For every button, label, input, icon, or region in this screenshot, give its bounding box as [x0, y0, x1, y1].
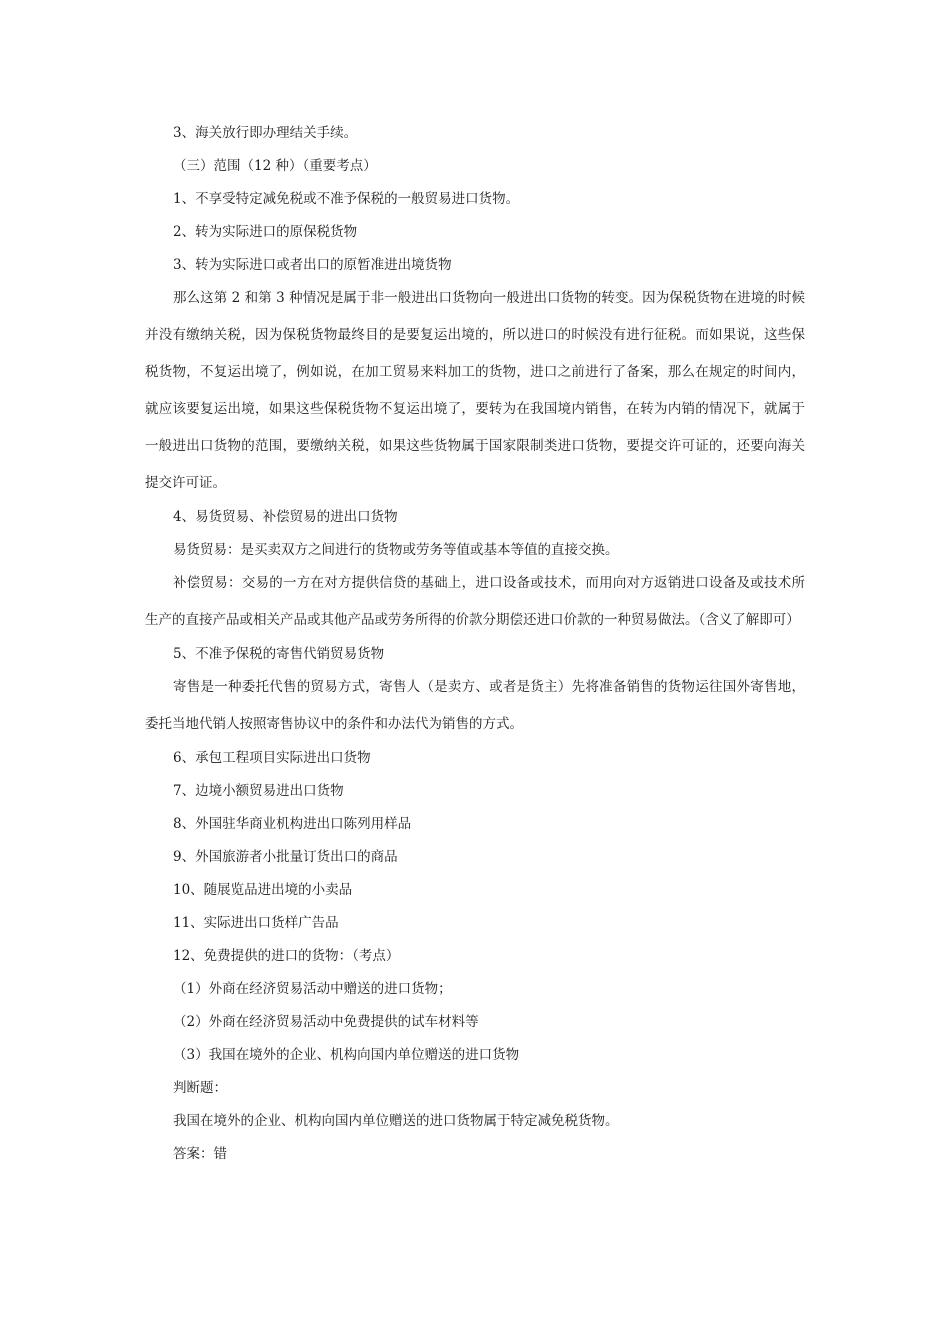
- paragraph: 补偿贸易：交易的一方在对方提供信贷的基础上，进口设备或技术，而用向对方返销进口设备及或技术所生产的直接产品或相关产品或其他产品或劳务所得的价款分期偿还进口价款的一种贸易做法。（含义了解即可）: [145, 575, 805, 628]
- document-body: [145, 124, 805, 1178]
- list-item: 9、外国旅游者小批量订货出口的商品: [173, 849, 398, 865]
- question-label: 判断题：: [173, 1080, 227, 1096]
- list-item: 2、转为实际进口的原保税货物: [173, 224, 358, 240]
- list-item: 6、承包工程项目实际进出口货物: [173, 750, 371, 766]
- sub-list-item: （3）我国在境外的企业、机构向国内单位赠送的进口货物: [173, 1047, 520, 1063]
- list-item: 8、外国驻华商业机构进出口陈列用样品: [173, 816, 412, 832]
- sub-list-item: （1）外商在经济贸易活动中赠送的进口货物；: [173, 981, 452, 997]
- list-item: 10、随展览品进出境的小卖品: [173, 882, 353, 898]
- list-item: 7、边境小额贸易进出口货物: [173, 783, 344, 799]
- paragraph: 那么这第 2 和第 3 种情况是属于非一般进出口货物向一般进出口货物的转变。因为保税货物在进境的时候并没有缴纳关税，因为保税货物最终目的是要复运出境的，所以进口的时候没有进行征税。而如果说，这些保税货物，不复运出境了，例如说，在加工贸易来料加工的货物，进口之前进行了备案，那么在规定的时间内，就应该要复运出境，如果这些保税货物不复运出境了，要转为在我国境内销售，在转为内销的情况下，就属于一般进出口货物的范围，要缴纳关税，如果这些货物属于国家限制类进口货物，要提交许可证的，还要向海关提交许可证。: [145, 290, 805, 491]
- list-item: 12、免费提供的进口的货物：（考点）: [173, 948, 400, 964]
- text-line: 3、海关放行即办理结关手续。: [173, 125, 358, 141]
- list-item: 3、转为实际进口或者出口的原暂准进出境货物: [173, 257, 452, 273]
- answer-line: 答案：错: [173, 1146, 227, 1162]
- list-item: 11、实际进出口货样广告品: [173, 915, 339, 931]
- question-text: 我国在境外的企业、机构向国内单位赠送的进口货物属于特定减免税货物。: [173, 1113, 619, 1129]
- sub-list-item: （2）外商在经济贸易活动中免费提供的试车材料等: [173, 1014, 479, 1030]
- paragraph: 寄售是一种委托代售的贸易方式，寄售人（是卖方、或者是货主）先将准备销售的货物运往国外寄售地，委托当地代销人按照寄售协议中的条件和办法代为销售的方式。: [145, 679, 805, 732]
- list-item: 1、不享受特定减免税或不准予保税的一般贸易进口货物。: [173, 191, 520, 207]
- section-heading: （三）范围（12 种）（重要考点）: [173, 158, 377, 174]
- list-item: 4、易货贸易、补偿贸易的进出口货物: [173, 509, 398, 525]
- definition-line: 易货贸易：是买卖双方之间进行的货物或劳务等值或基本等值的直接交换。: [173, 542, 619, 558]
- list-item: 5、不准予保税的寄售代销贸易货物: [173, 646, 385, 662]
